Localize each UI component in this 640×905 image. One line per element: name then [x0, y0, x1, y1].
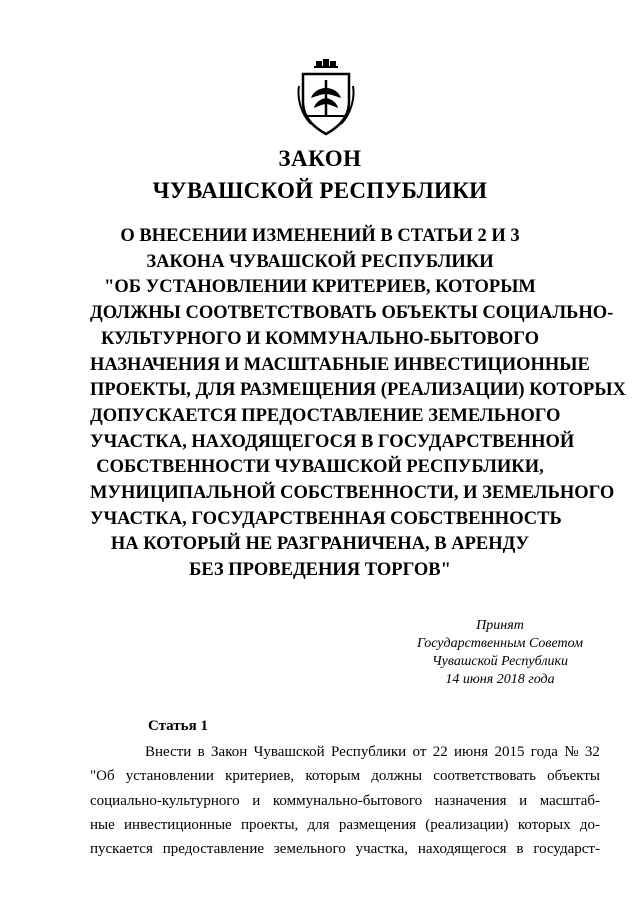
article-1-heading: Статья 1 [148, 718, 208, 734]
adoption-line: Государственным Советом [416, 636, 584, 651]
doc-type-heading: ЗАКОН [278, 146, 362, 171]
title-line: ДОЛЖНЫ СООТВЕТСТВОВАТЬ ОБЪЕКТЫ СОЦИАЛЬНО- [90, 303, 614, 324]
republic-heading: ЧУВАШСКОЙ РЕСПУБЛИКИ [152, 178, 488, 203]
title-line: УЧАСТКА, ГОСУДАРСТВЕННАЯ СОБСТВЕННОСТЬ [90, 508, 562, 529]
title-line: БЕЗ ПРОВЕДЕНИЯ ТОРГОВ" [189, 560, 451, 581]
article-1-line: "Об установлении критериев, которым должны соответствовать объекты [90, 768, 600, 785]
title-line: ЗАКОНА ЧУВАШСКОЙ РЕСПУБЛИКИ [146, 251, 494, 272]
article-1-line: Внести в Закон Чувашской Республики от 22 июня 2015 года № 32 [145, 744, 600, 760]
title-line: УЧАСТКА, НАХОДЯЩЕГОСЯ В ГОСУДАРСТВЕННОЙ [90, 431, 575, 452]
adoption-line: Принят [476, 618, 524, 633]
title-line: О ВНЕСЕНИИ ИЗМЕНЕНИЙ В СТАТЬИ 2 И 3 [120, 226, 520, 246]
adoption-line: Чувашской Республики [432, 654, 568, 669]
article-1-line: пускается предоставление земельного участка, находящегося в государст- [90, 841, 600, 858]
adoption-date: 14 июня 2018 года [445, 672, 555, 687]
chuvash-republic-emblem-icon [297, 58, 355, 140]
article-1-body [90, 740, 600, 861]
article-1-line: социально-культурного и коммунально-бытового назначения и масштаб- [90, 792, 600, 809]
title-line: МУНИЦИПАЛЬНОЙ СОБСТВЕННОСТИ, И ЗЕМЕЛЬНОГО [90, 483, 615, 504]
title-line: ПРОЕКТЫ, ДЛЯ РАЗМЕЩЕНИЯ (РЕАЛИЗАЦИИ) КОТОРЫХ [90, 380, 626, 401]
title-line: КУЛЬТУРНОГО И КОММУНАЛЬНО-БЫТОВОГО [100, 328, 539, 349]
title-line: "ОБ УСТАНОВЛЕНИИ КРИТЕРИЕВ, КОТОРЫМ [104, 277, 536, 298]
title-line: НАЗНАЧЕНИЯ И МАСШТАБНЫЕ ИНВЕСТИЦИОННЫЕ [90, 354, 590, 375]
title-line: НА КОТОРЫЙ НЕ РАЗГРАНИЧЕНА, В АРЕНДУ [110, 534, 530, 555]
article-1-line: ные инвестиционные проекты, для размещения (реализации) которых до- [90, 816, 600, 833]
law-title [90, 224, 626, 584]
title-line: СОБСТВЕННОСТИ ЧУВАШСКОЙ РЕСПУБЛИКИ, [96, 457, 544, 478]
adoption-note [400, 617, 600, 689]
title-line: ДОПУСКАЕТСЯ ПРЕДОСТАВЛЕНИЕ ЗЕМЕЛЬНОГО [90, 405, 561, 426]
